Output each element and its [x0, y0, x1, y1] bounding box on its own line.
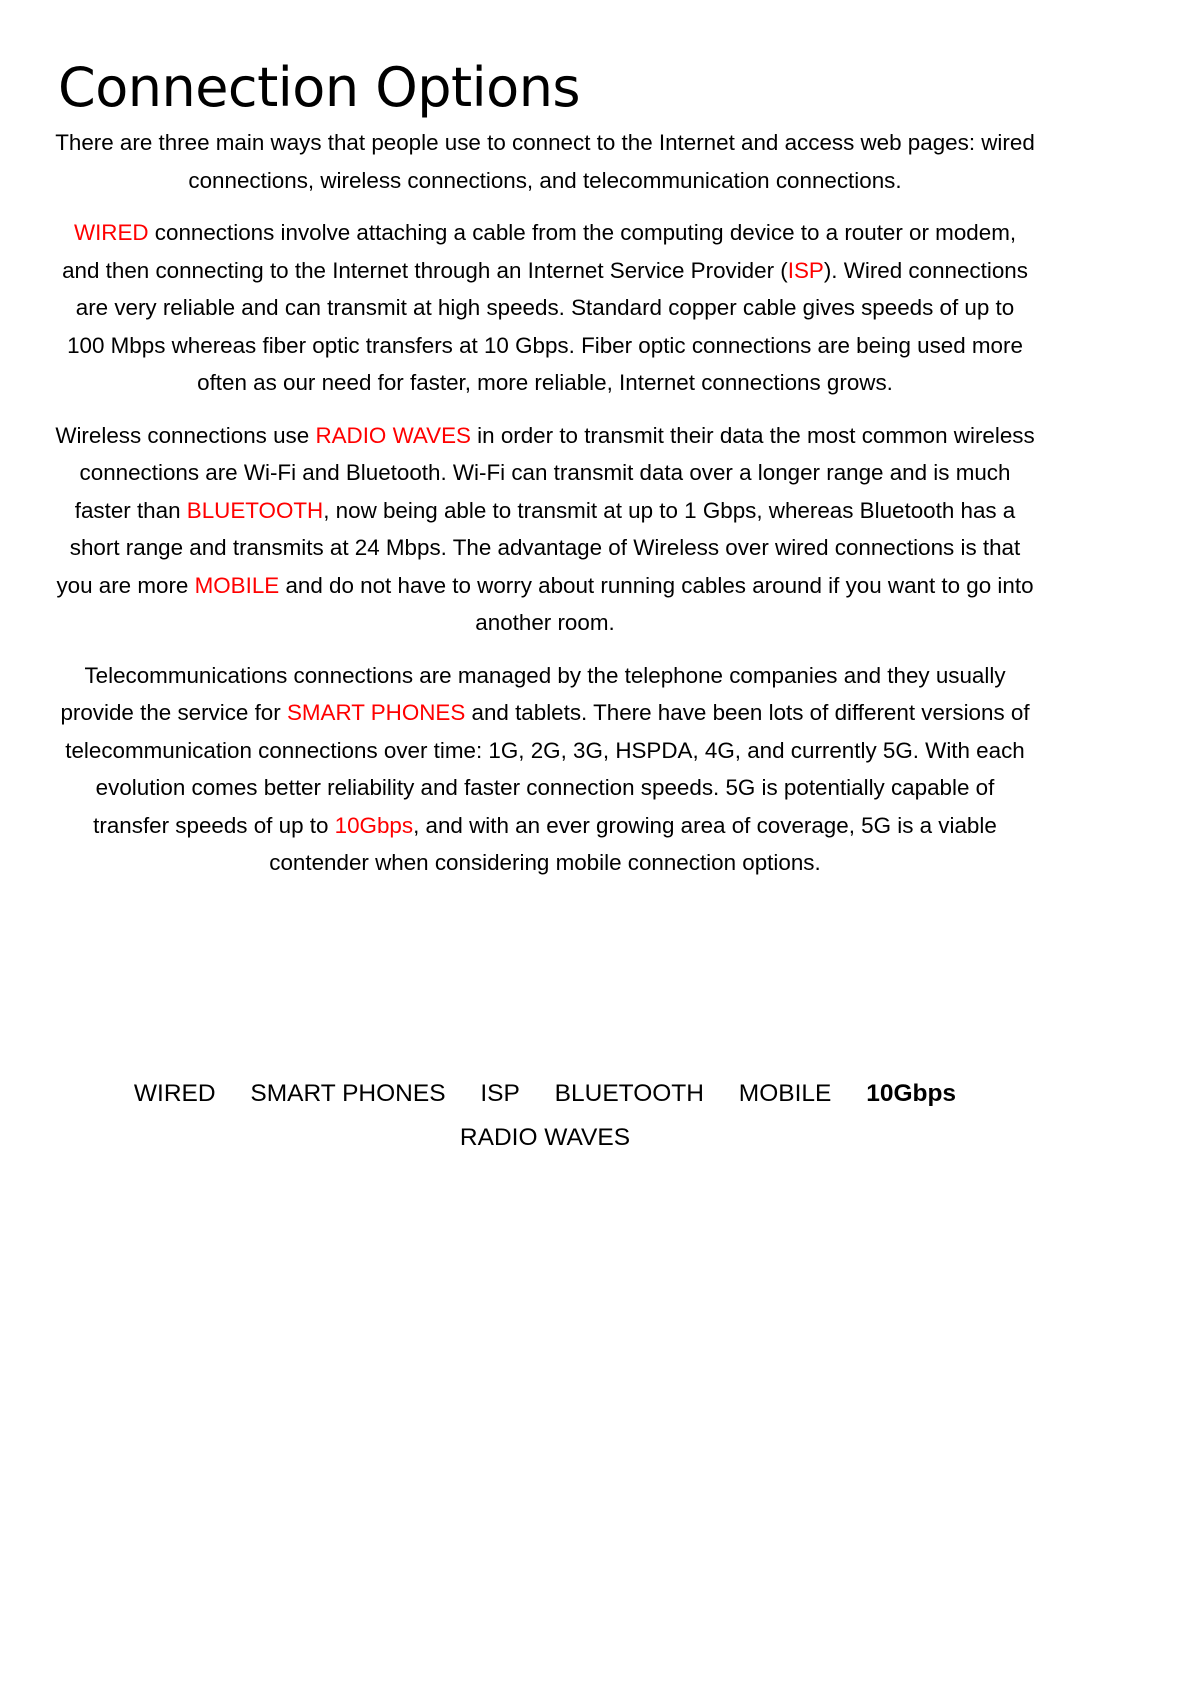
word-bank	[55, 1072, 1035, 1160]
telecom-text-3: , and with an ever growing area of coverage, 5G is a viable contender when considering mobile connection options.	[269, 812, 997, 875]
highlight-10gbps: 10Gbps	[334, 812, 414, 838]
telecom-text-1: Telecommunications connections are managed by the telephone companies and they usually provide the service for	[60, 662, 1006, 725]
word-bank-item-radio-waves: RADIO WAVES	[459, 1124, 631, 1151]
highlight-isp: ISP	[787, 257, 824, 283]
wireless-text-3: , now being able to transmit at up to 1 Gbps, whereas Bluetooth has a short range and transmits at 24 Mbps. The advantage of Wireless over wired connections is that you are more	[56, 497, 1021, 598]
highlight-wired: WIRED	[73, 220, 149, 245]
wired-text-2: ). Wired connections are very reliable and can transmit at high speeds. Standard copper cable gives speeds of up to 100 Mbps whereas fiber optic transfers at 10 Gbps. Fiber optic connections are being used more often as our need for faster, more reliable, Internet connections grows.	[67, 257, 1028, 395]
wired-paragraph	[55, 214, 1035, 402]
word-bank-item-10gbps: 10Gbps	[866, 1080, 957, 1107]
wired-text-1: connections involve attaching a cable from the computing device to a router or modem, and then connecting to the Internet through an Internet Service Provider (	[62, 220, 1017, 283]
word-bank-line-2	[55, 1116, 1035, 1160]
word-bank-line-1	[55, 1072, 1035, 1116]
word-bank-item-wired: WIRED	[133, 1080, 216, 1107]
telecom-text-2: and tablets. There have been lots of different versions of telecommunication connections over time: 1G, 2G, 3G, HSPDA, 4G, and currently 5G. With each evolution comes better reliability and faster connection speeds. 5G is potentially capable of transfer speeds of up to	[65, 700, 1030, 838]
highlight-smart-phones: SMART PHONES	[286, 700, 466, 725]
word-bank-item-bluetooth: BLUETOOTH	[554, 1080, 704, 1107]
page-title: Connection Options	[58, 56, 581, 119]
wireless-text-2: in order to transmit their data the most common wireless connections are Wi-Fi and Bluetooth. Wi-Fi can transmit data over a longer range and is much faster than	[74, 422, 1035, 523]
highlight-radio-waves: RADIO WAVES	[315, 422, 471, 448]
wireless-text-1: Wireless connections use	[55, 422, 316, 448]
wireless-paragraph	[55, 417, 1035, 642]
highlight-mobile: MOBILE	[194, 572, 280, 598]
telecom-paragraph	[55, 657, 1035, 882]
wireless-text-4: and do not have to worry about running cables around if you want to go into another room.	[279, 572, 1034, 635]
word-bank-item-smart-phones: SMART PHONES	[250, 1080, 446, 1107]
body-text	[55, 124, 1035, 897]
word-bank-item-isp: ISP	[480, 1080, 520, 1107]
highlight-bluetooth: BLUETOOTH	[186, 497, 324, 523]
intro-paragraph: There are three main ways that people use to connect to the Internet and access web pages: wired connections, wireless connections, and telecommunication connections.	[55, 130, 1035, 193]
word-bank-item-mobile: MOBILE	[738, 1080, 832, 1107]
